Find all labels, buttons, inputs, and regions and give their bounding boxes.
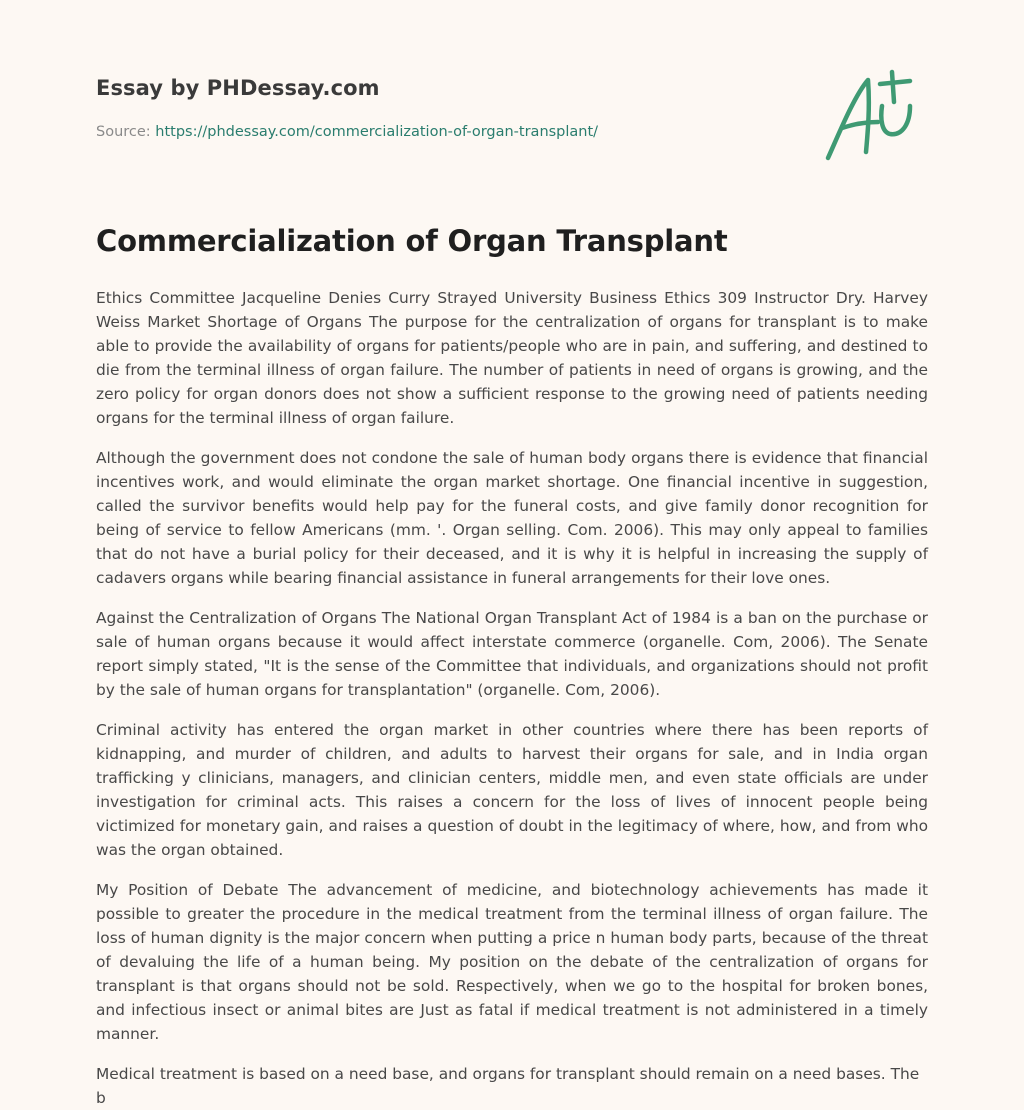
essay-paragraph: Although the government does not condone the sale of human body organs there is evidence that financial incentives work, and would eliminate the organ market shortage. One financial incentive in suggestion, called the survivor benefits would help pay for the funeral costs, and give family donor recognition for being of service to fellow Americans (mm. '. Organ selling. Com. 2006). This may only appeal to families that do not have a burial policy for their deceased, and it is why it is helpful in increasing the supply of cadavers organs while bearing financial assistance in funeral arrangements for their love ones. — [96, 449, 928, 587]
essay-paragraph: My Position of Debate The advancement of medicine, and biotechnology achievements has made it possible to greater the procedure in the medical treatment from the terminal illness of organ failure. The loss of human dignity is the major concern when putting a price n human body parts, because of the threat of devaluing the life of a human being. My position on the debate of the centralization of organs for transplant is that organs should not be sold. Respectively, when we go to the hospital for broken bones, and infectious insect or animal bites are Just as fatal if medical treatment is not administered in a timely manner. — [96, 881, 928, 1043]
source-label: Source: — [96, 124, 156, 140]
source-link[interactable]: https://phdessay.com/commercialization-of-organ-transplant/ — [155, 124, 599, 140]
essay-body — [96, 286, 928, 1107]
essay-title: Commercialization of Organ Transplant — [96, 224, 728, 258]
essay-paragraph: Against the Centralization of Organs The National Organ Transplant Act of 1984 is a ban on the purchase or sale of human organs because it would affect interstate commerce (organelle. Com, 2006). The Senate report simply stated, "It is the sense of the Committee that individuals, and organizations should not profit by the sale of human organs for transplantation" (organelle. Com, 2006). — [96, 609, 928, 699]
a-plus-logo-icon — [824, 66, 928, 166]
site-brand: Essay by PHDessay.com — [96, 76, 380, 100]
essay-paragraph: Criminal activity has entered the organ market in other countries where there has been reports of kidnapping, and murder of children, and adults to harvest their organs for sale, and in India organ trafficking y clinicians, managers, and clinician centers, middle men, and even state officials are under investigation for criminal acts. This raises a concern for the loss of lives of innocent people being victimized for monetary gain, and raises a question of doubt in the legitimacy of where, how, and from who was the organ obtained. — [96, 721, 928, 859]
essay-paragraph: Ethics Committee Jacqueline Denies Curry Strayed University Business Ethics 309 Instructor Dry. Harvey Weiss Market Shortage of Organs The purpose for the centralization of organs for transplant is to make able to provide the availability of organs for patients/people who are in pain, and suffering, and destined to die from the terminal illness of organ failure. The number of patients in need of organs is growing, and the zero policy for organ donors does not show a sufficient response to the growing need of patients needing organs for the terminal illness of organ failure. — [96, 289, 928, 427]
source-line — [96, 124, 598, 140]
essay-paragraph: Medical treatment is based on a need base, and organs for transplant should remain on a need bases. The b — [96, 1065, 920, 1107]
